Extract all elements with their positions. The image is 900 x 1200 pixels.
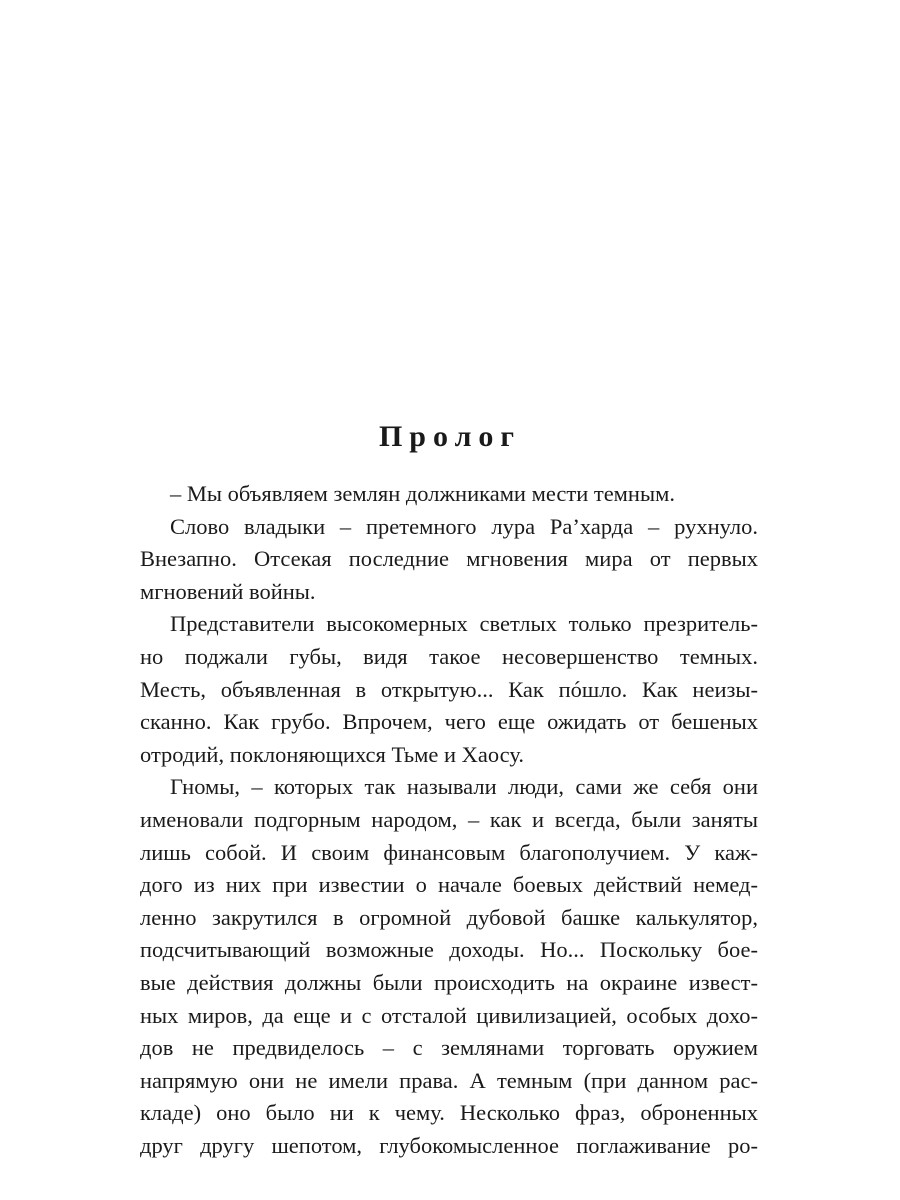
text-line: но поджали губы, видя такое несовершенство темных. [140, 643, 758, 669]
text-line: Внезапно. Отсекая последние мгновения мира от первых [140, 546, 758, 572]
text-line: подсчитывающий возможные доходы. Но... Поскольку бое- [140, 937, 758, 963]
text-line: отродий, поклоняющихся Тьме и Хаосу. [140, 741, 524, 767]
text-line: лишь собой. И своим финансовым благополучием. У каж- [140, 839, 758, 865]
text-line: друг другу шепотом, глубокомысленное поглаживание ро- [140, 1132, 758, 1158]
text-line: кладе) оно было ни к чему. Несколько фраз, оброненных [140, 1100, 758, 1126]
text-line: Слово владыки – претемного лура Ра’харда – рухнуло. [170, 513, 758, 539]
text-line: вые действия должны были происходить на окраине извест- [140, 969, 758, 995]
text-line: именовали подгорным народом, – как и всегда, были заняты [140, 806, 758, 832]
chapter-title: Пролог [378, 420, 522, 453]
text-line: напрямую они не имели права. А темным (при данном рас- [140, 1067, 758, 1093]
text-line: – Мы объявляем землян должниками мести темным. [170, 481, 675, 506]
text-line: мгновений войны. [140, 578, 316, 604]
text-line: дого из них при известии о начале боевых действий немед- [140, 872, 758, 898]
text-line: Гномы, – которых так называли люди, сами же себя они [170, 774, 758, 800]
text-line: дов не предвиделось – с землянами торговать оружием [140, 1035, 758, 1061]
text-line: ленно закрутился в огромной дубовой башке калькулятор, [140, 904, 758, 930]
text-line: сканно. Как грубо. Впрочем, чего еще ожидать от бешеных [140, 709, 758, 735]
text-line: ных миров, да еще и с отсталой цивилизацией, особых дохо- [140, 1002, 758, 1028]
text-line: Представители высокомерных светлых только презритель- [170, 611, 758, 637]
text-line: Месть, объявленная в открытую... Как пóшло. Как неизы- [140, 676, 758, 702]
body-text [140, 478, 758, 1162]
